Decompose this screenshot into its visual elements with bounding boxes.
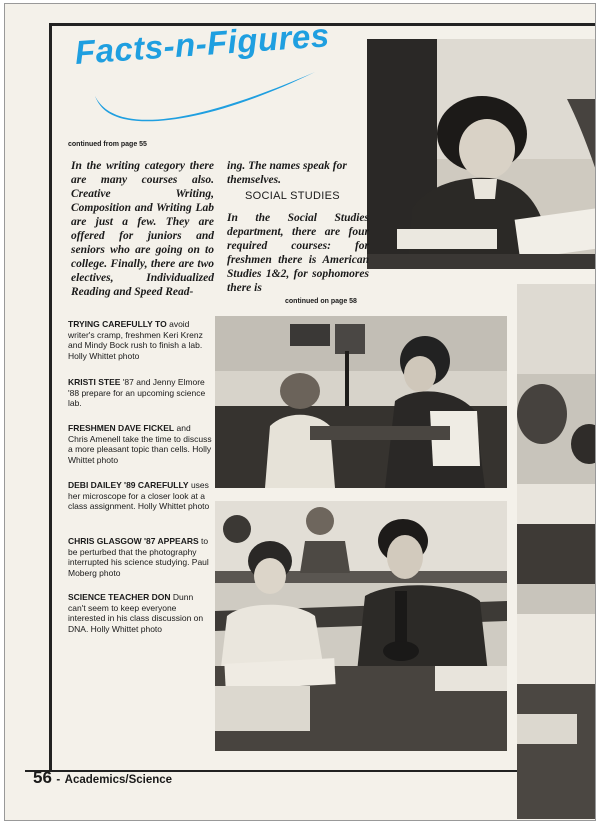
- continued-on-note: continued on page 58: [285, 298, 357, 305]
- caption-text: uses her microscope for a closer look at a class assignment. Holly Whittet photo: [68, 480, 210, 511]
- body-text-column-2-top: ing. The names speak for themselves.: [227, 160, 347, 186]
- continued-from-note: continued from page 55: [68, 141, 147, 148]
- photo-caption: [68, 480, 212, 512]
- caption-lead: TRYING CAREFULLY TO: [68, 319, 167, 329]
- subhead-social-studies: SOCIAL STUDIES: [245, 190, 340, 202]
- photo-caption: [68, 592, 212, 634]
- section-title: Facts-n-Figures: [73, 16, 331, 71]
- caption-text: '87 and Jenny Elmore '88 prepare for an upcoming science lab.: [68, 377, 206, 408]
- caption-lead: FRESHMEN DAVE FICKEL: [68, 423, 175, 433]
- body-text-column-2-bottom: In the Social Studies department, there are four required courses: for freshmen there is American Studies 1&2, for sophomores there is: [227, 212, 369, 294]
- photo-right-edge-bleed: [517, 284, 596, 819]
- caption-lead: CHRIS GLASGOW '87 APPEARS: [68, 536, 199, 546]
- photo-student-writing: [367, 39, 596, 269]
- photo-caption: [68, 377, 212, 409]
- photo-caption: [68, 319, 212, 361]
- caption-text: and Chris Amenell take the time to discuss a more pleasant topic than cells. Holly Whittet photo: [68, 423, 212, 465]
- body-text-column-1: In the writing category there are many courses also. Creative Writing, Composition and Writing Lab are just a few. They are offered for juniors and seniors who are going on to college. Finally, there are two electives, Individualized Reading and Speed Read-: [71, 160, 214, 298]
- page-folio: [33, 768, 172, 788]
- photo-caption: [68, 536, 212, 578]
- photo-classroom-microscope: [215, 501, 507, 751]
- photo-science-lab-girls: [215, 316, 507, 488]
- folio-separator: -: [56, 774, 61, 786]
- caption-text: avoid writer's cramp, freshmen Keri Krenz and Mindy Bock rush to finish a lab. Holly Whittet photo: [68, 319, 203, 361]
- folio-section: Academics/Science: [64, 774, 173, 786]
- frame-rule-left: [49, 23, 52, 770]
- title-swoosh-graphic: [75, 66, 325, 136]
- yearbook-page: [4, 3, 596, 821]
- caption-lead: SCIENCE TEACHER DON: [68, 592, 171, 602]
- caption-lead: DEBI DAILEY '89 CAREFULLY: [68, 480, 189, 490]
- caption-text: Dunn can't seem to keep everyone interested in his class discussion on DNA. Holly Whittet photo: [68, 592, 204, 634]
- caption-text: to be perturbed that the photography interrupted his science studying. Paul Moberg photo: [68, 536, 209, 578]
- page-number: 56: [33, 768, 52, 787]
- photo-caption: [68, 423, 212, 465]
- caption-lead: KRISTI STEE: [68, 377, 121, 387]
